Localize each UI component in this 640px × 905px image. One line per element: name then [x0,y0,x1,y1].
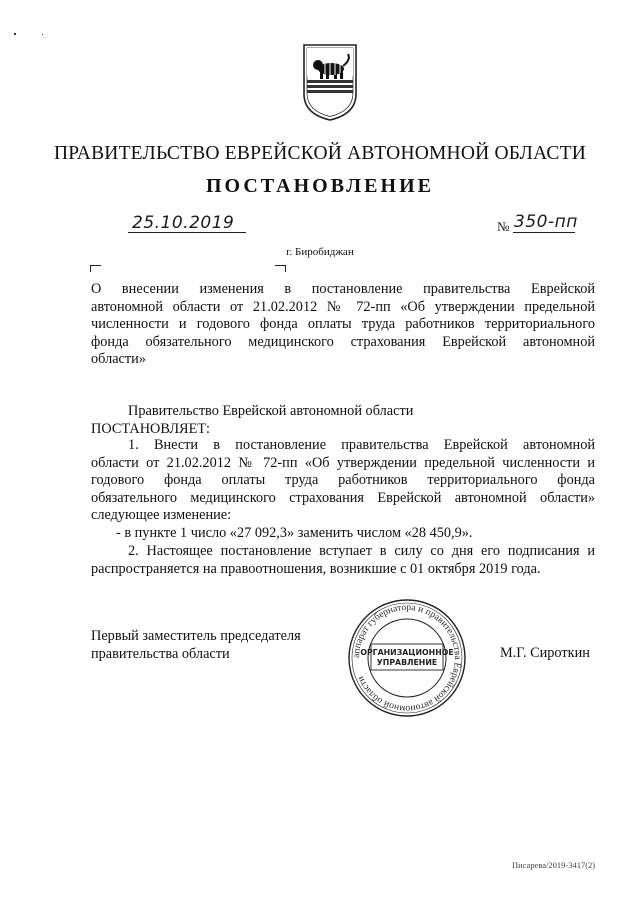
subject-corner-left [90,265,101,272]
item-1-line: обязательного медицинского страхования Еврейской автономной области» [91,489,595,506]
official-stamp [346,597,468,719]
subject-line: фонда обязательного медицинского страхования Еврейской автономной [91,333,595,350]
item-1-line: следующее изменение: [91,507,232,524]
subject-line: численности и годового фонда оплаты труда работников территориального [91,316,595,333]
signer-title [91,627,301,663]
signer-title-line: Первый заместитель председателя [91,628,301,644]
coat-of-arms-emblem [301,42,359,122]
stamp-center-line: УПРАВЛЕНИЕ [376,658,438,667]
city-label: г. Биробиджан [286,246,354,258]
stamp-center-line: ОРГАНИЗАЦИОННОЕ [360,648,454,657]
government-title: ПРАВИТЕЛЬСТВО ЕВРЕЙСКОЙ АВТОНОМНОЙ ОБЛАСТИ [53,143,587,164]
item-1 [91,437,595,543]
document-number: 350-пп [514,212,578,232]
document-date: 25.10.2019 [132,213,235,233]
document-type-heading: ПОСТАНОВЛЕНИЕ [206,175,434,197]
scan-speck [42,34,43,35]
item-2-line: 2. Настоящее постановление вступает в силу со дня его подписания и [128,543,595,559]
item-1-change: - в пункте 1 число «27 092,3» заменить числом «28 450,9». [116,524,473,541]
date-underline [128,232,246,233]
stamp-ring-text: аппарат губернатора и правительства Еврейской автономной области [350,601,464,715]
subject-line: О внесении изменения в постановление правительства Еврейской [91,281,595,297]
number-underline [513,232,575,233]
scan-speck [14,33,16,35]
preamble-authority: Правительство Еврейской автономной области [128,403,414,419]
item-1-line: области от 21.02.2012 № 72-пп «Об утверждении предельной численности и [91,454,595,471]
signer-name: М.Г. Сироткин [500,645,590,661]
resolution-subject [91,281,595,369]
preamble-decree-word: ПОСТАНОВЛЯЕТ: [91,420,211,437]
item-1-line: 1. Внести в постановление правительства Еврейской автономной [128,437,595,453]
subject-corner-right [275,265,286,272]
item-1-line: годового фонда оплаты труда работников территориального фонда [91,472,595,489]
preamble [91,403,595,438]
subject-line: области» [91,351,146,368]
item-2 [91,543,595,578]
number-prefix: № [497,219,510,234]
item-2-line: распространяется на правоотношения, возникшие с 01 октября 2019 года. [91,560,541,577]
subject-line: автономной области от 21.02.2012 № 72-пп «Об утверждении предельной [91,298,595,315]
document-footer-code: Писарева/2019-3417(2) [512,860,596,870]
signer-title-line: правительства области [91,646,230,662]
